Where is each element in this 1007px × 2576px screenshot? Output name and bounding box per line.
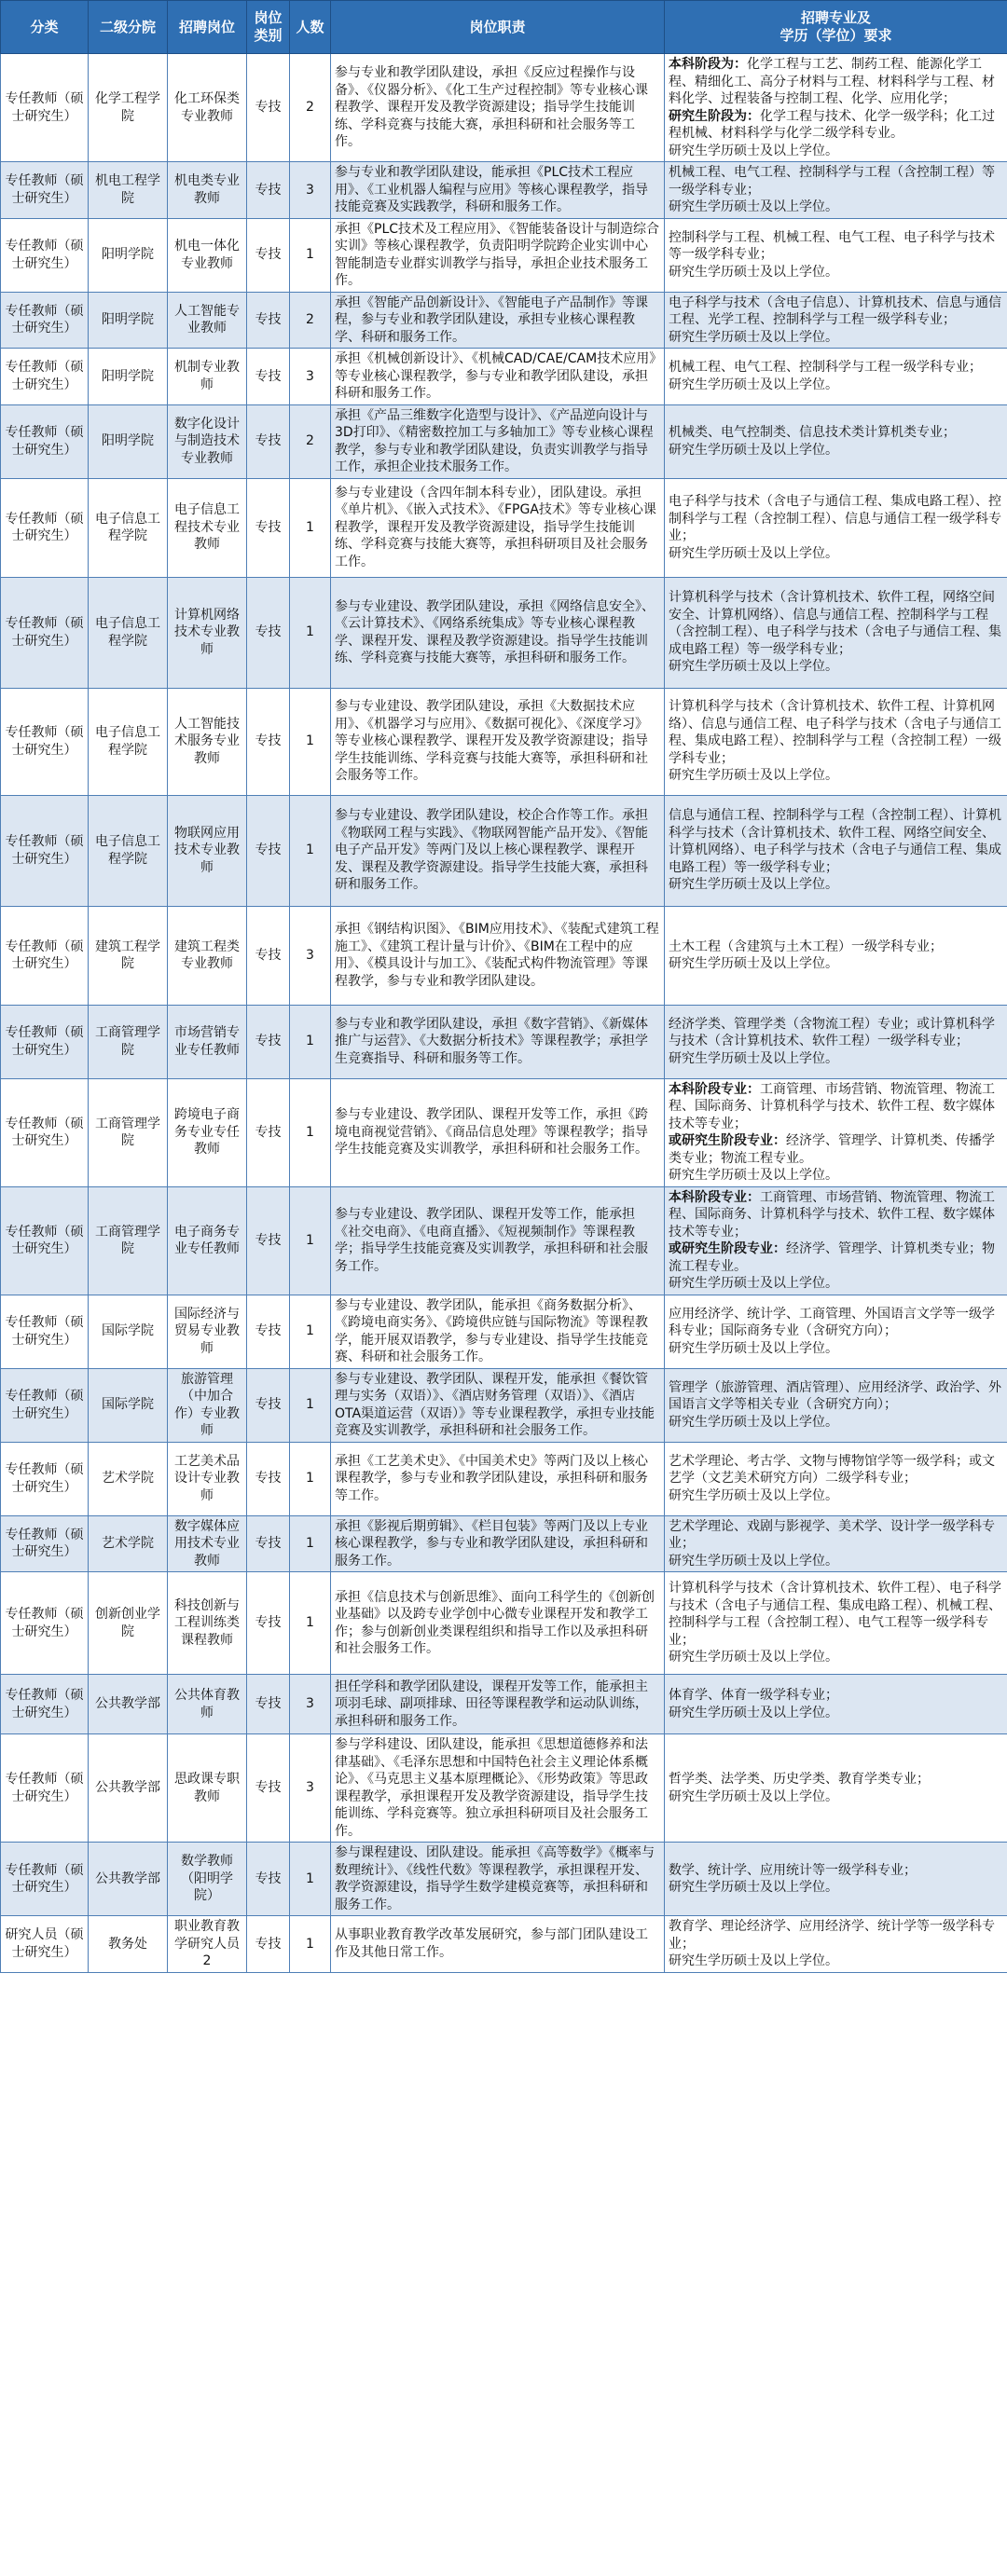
cell-duties: 从事职业教育教学改革发展研究，参与部门团队建设工作及其他日常工作。: [331, 1916, 665, 1973]
requirement-text: 研究生学历硕士及以上学位。: [669, 768, 838, 784]
cell-requirements: [665, 292, 1007, 349]
cell-post-type: 专技: [247, 577, 290, 688]
requirement-text: 应用经济学、统计学、工商管理、外国语言文学等一级学科专业；国际商务专业（含研究方向）；: [669, 1306, 995, 1339]
requirement-text: 研究生学历硕士及以上学位。: [669, 143, 838, 158]
requirement-text: 研究生学历硕士及以上学位。: [669, 877, 838, 893]
cell-count: 1: [290, 1078, 331, 1186]
requirement-line: [669, 1414, 1003, 1432]
cell-sub-college: 国际学院: [89, 1368, 168, 1442]
cell-category: 专任教师（硕士研究生）: [1, 1005, 89, 1078]
header-duties: 岗位职责: [331, 1, 665, 54]
requirement-text: 电子科学与技术（含电子与通信工程、集成电路工程）、控制科学与工程（含控制工程）、信息与通信工程一级学科专业；: [669, 494, 1001, 543]
cell-position: 职业教育教学研究人员2: [168, 1916, 247, 1973]
cell-requirements: [665, 218, 1007, 292]
cell-sub-college: 电子信息工程学院: [89, 478, 168, 577]
cell-post-type: 专技: [247, 404, 290, 478]
table-row: [1, 1186, 1007, 1295]
requirement-text: 研究生学历硕士及以上学位。: [669, 1953, 838, 1968]
header-sub-college: 二级分院: [89, 1, 168, 54]
cell-sub-college: 机电工程学院: [89, 162, 168, 219]
cell-category: 专任教师（硕士研究生）: [1, 1843, 89, 1916]
cell-duties: 参与专业和教学团队建设，承担《数字营销》、《新媒体推广与运营》、《大数据分析技术》等课程教学；承担学生竞赛指导、科研和服务等工作。: [331, 1005, 665, 1078]
header-requirements-line2: 学历（学位）要求: [779, 27, 892, 44]
table-row: [1, 1368, 1007, 1442]
cell-category: 专任教师（硕士研究生）: [1, 218, 89, 292]
header-requirements: [665, 1, 1007, 54]
requirement-text: 研究生学历硕士及以上学位。: [669, 199, 838, 214]
requirement-line: [669, 698, 1003, 767]
table-row: [1, 54, 1007, 162]
table-row: [1, 1843, 1007, 1916]
requirement-line: [669, 1705, 1003, 1722]
cell-duties: 参与专业和教学团队建设，能承担《PLC技术工程应用》、《工业机器人编程与应用》等核心课程教学，指导技能竞赛及实践教学，科研和服务工作。: [331, 162, 665, 219]
requirement-line: [669, 1081, 1003, 1133]
requirement-line: [669, 1132, 1003, 1167]
table-row: [1, 1572, 1007, 1675]
requirement-text: 信息与通信工程、控制科学与工程（含控制工程）、计算机科学与技术（含计算机技术、软件工程、网络空间安全、计算机网络）、电子科学与技术（含电子与通信工程、集成电路工程）等一级学科专业；: [669, 808, 1001, 875]
requirement-text: 研究生学历硕士及以上学位。: [669, 264, 838, 280]
cell-sub-college: 阳明学院: [89, 292, 168, 349]
requirement-text: 化学工程与工艺、制药工程、能源化学工程、精细化工、高分子材料与工程、材料科学与工程、材料化学、过程装备与控制工程、化学、应用化学；: [669, 57, 995, 106]
cell-sub-college: 公共教学部: [89, 1734, 168, 1843]
cell-post-type: 专技: [247, 218, 290, 292]
requirement-line: [669, 1275, 1003, 1293]
requirement-line: [669, 493, 1003, 545]
cell-sub-college: 艺术学院: [89, 1442, 168, 1515]
requirement-text: 计算机科学与技术（含计算机技术、软件工程）、电子科学与技术（含电子与通信工程、集成电路工程）、机械工程、控制科学与工程（含控制工程）、电气工程等一级学科专业；: [669, 1581, 1001, 1648]
requirement-text: 计算机科学与技术（含计算机技术、软件工程、计算机网络）、信息与通信工程、电子科学与技术（含电子与通信工程、集成电路工程）、控制科学与工程（含控制工程）一级学科专业；: [669, 699, 1001, 766]
requirement-line: [669, 876, 1003, 894]
table-row: [1, 1078, 1007, 1186]
requirement-line: [669, 1340, 1003, 1358]
requirement-text: 机械工程、电气工程、控制科学与工程一级学科专业；: [669, 360, 982, 376]
cell-count: 3: [290, 349, 331, 405]
cell-duties: 参与专业建设、教学团队建设，承担《网络信息安全》、《云计算技术》、《网络系统集成》等专业核心课程教学、课程开发、课程及教学资源建设。指导学生技能训练、学科竞赛与技能大赛等，承担科研和服务工作。: [331, 577, 665, 688]
cell-position: 物联网应用技术专业教师: [168, 795, 247, 906]
table-row: [1, 688, 1007, 795]
table-row: [1, 349, 1007, 405]
cell-duties: 参与学科建设、团队建设，能承担《思想道德修养和法律基础》、《毛泽东思想和中国特色社会主义理论体系概论》、《马克思主义基本原理概论》、《形势政策》等思政课程教学，承担课程开发及教学资源建设，指导学生技能训练、学科竞赛等。独立承担科研项目及社会服务工作。: [331, 1734, 665, 1843]
requirement-text: 研究生学历硕士及以上学位。: [669, 329, 838, 345]
requirement-line: [669, 199, 1003, 216]
cell-sub-college: 工商管理学院: [89, 1078, 168, 1186]
cell-count: 2: [290, 54, 331, 162]
requirement-line: [669, 424, 1003, 442]
cell-category: 专任教师（硕士研究生）: [1, 906, 89, 1005]
requirement-text: 数学、统计学、应用统计等一级学科专业；: [669, 1862, 917, 1878]
cell-count: 1: [290, 1843, 331, 1916]
cell-duties: 参与专业建设（含四年制本科专业），团队建设。承担《单片机》、《嵌入式技术》、《FPGA技术》等专业核心课程教学，课程开发及教学资源建设，指导学生技能训练、学科竞赛与技能大赛等，承担科研项目及社会服务工作。: [331, 478, 665, 577]
cell-sub-college: 工商管理学院: [89, 1005, 168, 1078]
cell-post-type: 专技: [247, 478, 290, 577]
cell-duties: 承担《智能产品创新设计》、《智能电子产品制作》等课程，参与专业和教学团队建设，承担专业核心课程教学、科研和服务工作。: [331, 292, 665, 349]
cell-duties: 承担《信息技术与创新思维》、面向工科学生的《创新创业基础》以及跨专业学创中心微专业课程开发和教学工作；参与创新创业类课程组织和指导工作以及承担科研和社会服务工作。: [331, 1572, 665, 1675]
cell-count: 1: [290, 1916, 331, 1973]
cell-category: 专任教师（硕士研究生）: [1, 404, 89, 478]
requirement-text: 研究生学历硕士及以上学位。: [669, 1050, 838, 1066]
requirement-text: 计算机科学与技术（含计算机技术、软件工程，网络空间安全、计算机网络）、信息与通信工程、控制科学与工程（含控制工程）、电子科学与技术（含电子与通信工程、集成电路工程）等一级学科专业；: [669, 590, 1001, 657]
cell-post-type: 专技: [247, 1005, 290, 1078]
requirement-text: 研究生学历硕士及以上学位。: [669, 1487, 838, 1503]
cell-requirements: [665, 1515, 1007, 1572]
cell-duties: 参与专业建设、教学团队、课程开发等工作，承担《跨境电商视觉营销》、《商品信息处理》等课程教学；指导学生技能竞赛及实训教学，承担科研和社会服务工作。: [331, 1078, 665, 1186]
cell-duties: 参与专业建设、教学团队，能承担《商务数据分析》、《跨境电商实务》、《跨境供应链与国际物流》等课程教学，能开展双语教学，参与专业建设、指导学生技能竞赛、科研和社会服务工作。: [331, 1295, 665, 1368]
requirement-text: 工商管理、市场营销、物流管理、物流工程、国际商务、计算机科学与技术、软件工程、数字媒体技术等专业；: [669, 1081, 995, 1131]
cell-category: 专任教师（硕士研究生）: [1, 1186, 89, 1295]
cell-category: 专任教师（硕士研究生）: [1, 54, 89, 162]
requirement-text: 化学工程与技术、化学一级学科；化工过程机械、材料科学与化学二级学科专业。: [669, 108, 995, 141]
cell-position: 化工环保类专业教师: [168, 54, 247, 162]
table-row: [1, 795, 1007, 906]
cell-sub-college: 教务处: [89, 1916, 168, 1973]
table-row: [1, 1916, 1007, 1973]
cell-post-type: 专技: [247, 1078, 290, 1186]
requirement-line: [669, 329, 1003, 347]
cell-category: 专任教师（硕士研究生）: [1, 1078, 89, 1186]
requirement-line: [669, 1580, 1003, 1649]
requirement-text: 控制科学与工程、机械工程、电气工程、电子科学与技术等一级学科专业；: [669, 229, 995, 263]
cell-sub-college: 阳明学院: [89, 404, 168, 478]
cell-sub-college: 电子信息工程学院: [89, 795, 168, 906]
requirement-line: [669, 295, 1003, 329]
cell-position: 科技创新与工程训练类课程教师: [168, 1572, 247, 1675]
requirement-line: [669, 56, 1003, 108]
requirement-line: [669, 1879, 1003, 1897]
requirement-line: [669, 1771, 1003, 1788]
cell-post-type: 专技: [247, 1675, 290, 1734]
cell-category: 专任教师（硕士研究生）: [1, 478, 89, 577]
requirement-line: [669, 164, 1003, 199]
requirement-text: 工商管理、市场营销、物流管理、物流工程、国际商务、计算机科学与技术、软件工程、数字媒体技术等专业；: [669, 1189, 995, 1240]
requirement-text: 艺术学理论、考古学、文物与博物馆学等一级学科；或文艺学（文艺美术研究方向）二级学科专业；: [669, 1453, 995, 1487]
table-row: [1, 1734, 1007, 1843]
cell-sub-college: 建筑工程学院: [89, 906, 168, 1005]
cell-position: 建筑工程类专业教师: [168, 906, 247, 1005]
cell-post-type: 专技: [247, 1916, 290, 1973]
requirement-text: 土木工程（含建筑与土木工程）一级学科专业；: [669, 939, 943, 954]
table-row: [1, 218, 1007, 292]
requirement-line: [669, 1016, 1003, 1050]
cell-duties: 承担《产品三维数字化造型与设计》、《产品逆向设计与3D打印》、《精密数控加工与多轴加工》等专业核心课程教学，参与专业和教学团队建设，负责实训教学与指导工作，承担企业技术服务工作。: [331, 404, 665, 478]
requirement-text: 机械类、电气控制类、信息技术类计算机类专业；: [669, 425, 956, 440]
requirement-text: 研究生学历硕士及以上学位。: [669, 1553, 838, 1569]
requirement-stage-label: 或研究生阶段专业：: [669, 1241, 786, 1256]
cell-post-type: 专技: [247, 349, 290, 405]
requirement-line: [669, 1687, 1003, 1705]
requirement-text: 研究生学历硕士及以上学位。: [669, 545, 838, 561]
cell-count: 1: [290, 1442, 331, 1515]
cell-position: 工艺美术品设计专业教师: [168, 1442, 247, 1515]
cell-count: 2: [290, 404, 331, 478]
cell-category: 专任教师（硕士研究生）: [1, 1572, 89, 1675]
cell-count: 1: [290, 795, 331, 906]
cell-category: 专任教师（硕士研究生）: [1, 1295, 89, 1368]
table-header-row: [1, 1, 1007, 54]
cell-post-type: 专技: [247, 688, 290, 795]
cell-duties: 参与专业建设、教学团队、课程开发等工作，能承担《社交电商》、《电商直播》、《短视频制作》等课程教学；指导学生技能竞赛及实训教学，承担科研和社会服务工作。: [331, 1186, 665, 1295]
cell-requirements: [665, 1572, 1007, 1675]
requirement-line: [669, 955, 1003, 973]
cell-category: 研究人员（硕士研究生）: [1, 1916, 89, 1973]
cell-position: 机制专业教师: [168, 349, 247, 405]
header-requirements-line1: 招聘专业及: [800, 9, 871, 26]
requirement-line: [669, 108, 1003, 143]
requirement-line: [669, 143, 1003, 160]
requirement-stage-label: 或研究生阶段专业：: [669, 1133, 786, 1148]
requirement-line: [669, 1240, 1003, 1275]
requirement-text: 研究生学历硕士及以上学位。: [669, 1705, 838, 1720]
requirement-line: [669, 1862, 1003, 1880]
table-row: [1, 1675, 1007, 1734]
cell-count: 1: [290, 1295, 331, 1368]
cell-post-type: 专技: [247, 1572, 290, 1675]
requirement-text: 管理学（旅游管理、酒店管理）、应用经济学、政治学、外国语言文学等相关专业（含研究方向）；: [669, 1379, 1001, 1413]
cell-category: 专任教师（硕士研究生）: [1, 1515, 89, 1572]
cell-position: 机电一体化专业教师: [168, 218, 247, 292]
cell-position: 数学教师（阳明学院）: [168, 1843, 247, 1916]
cell-sub-college: 国际学院: [89, 1295, 168, 1368]
cell-post-type: 专技: [247, 1368, 290, 1442]
cell-post-type: 专技: [247, 1515, 290, 1572]
requirement-text: 研究生学历硕士及以上学位。: [669, 1168, 838, 1183]
cell-category: 专任教师（硕士研究生）: [1, 577, 89, 688]
requirement-line: [669, 1553, 1003, 1570]
cell-sub-college: 电子信息工程学院: [89, 577, 168, 688]
cell-sub-college: 化学工程学院: [89, 54, 168, 162]
cell-requirements: [665, 1295, 1007, 1368]
requirement-line: [669, 1189, 1003, 1241]
cell-position: 计算机网络技术专业教师: [168, 577, 247, 688]
table-row: [1, 292, 1007, 349]
table-row: [1, 478, 1007, 577]
cell-position: 旅游管理（中加合作）专业教师: [168, 1368, 247, 1442]
cell-duties: 参与专业建设、教学团队、课程开发，能承担《餐饮管理与实务（双语）》、《酒店财务管理（双语）》、《酒店OTA渠道运营（双语）》等专业课程教学，承担专业技能竞赛及实训教学，承担科研和社会服务工作。: [331, 1368, 665, 1442]
requirement-line: [669, 1487, 1003, 1505]
cell-duties: 承担《机械创新设计》、《机械CAD/CAE/CAM技术应用》等专业核心课程教学，参与专业和教学团队建设，承担科研和服务工作。: [331, 349, 665, 405]
cell-count: 1: [290, 1572, 331, 1675]
requirement-text: 体育学、体育一级学科专业；: [669, 1688, 838, 1703]
table-row: [1, 1442, 1007, 1515]
requirement-line: [669, 767, 1003, 785]
requirement-text: 经济学类、管理学类（含物流工程）专业；或计算机科学与技术（含计算机技术、软件工程）一级学科专业；: [669, 1016, 995, 1049]
cell-duties: 承担《钢结构识图》、《BIM应用技术》、《装配式建筑工程施工》、《建筑工程计量与计价》、《BIM在工程中的应用》、《模具设计与加工》、《装配式构件物流管理》等课程教学，参与专业和教学团队建设。: [331, 906, 665, 1005]
requirement-text: 研究生学历硕士及以上学位。: [669, 442, 838, 458]
requirement-line: [669, 1050, 1003, 1068]
cell-position: 数字化设计与制造技术专业教师: [168, 404, 247, 478]
table-body: [1, 54, 1007, 1973]
requirement-line: [669, 1167, 1003, 1185]
cell-sub-college: 创新创业学院: [89, 1572, 168, 1675]
cell-count: 1: [290, 688, 331, 795]
requirement-text: 研究生学历硕士及以上学位。: [669, 1414, 838, 1430]
cell-requirements: [665, 577, 1007, 688]
requirement-text: 教育学、理论经济学、应用经济学、统计学等一级学科专业；: [669, 1919, 995, 1952]
requirement-line: [669, 807, 1003, 876]
cell-category: 专任教师（硕士研究生）: [1, 349, 89, 405]
cell-requirements: [665, 404, 1007, 478]
cell-category: 专任教师（硕士研究生）: [1, 292, 89, 349]
cell-requirements: [665, 1843, 1007, 1916]
cell-post-type: 专技: [247, 906, 290, 1005]
requirement-text: 经济学、管理学、计算机类专业；物流工程专业。: [669, 1241, 995, 1274]
requirement-line: [669, 1918, 1003, 1953]
cell-category: 专任教师（硕士研究生）: [1, 1734, 89, 1843]
cell-requirements: [665, 162, 1007, 219]
cell-category: 专任教师（硕士研究生）: [1, 162, 89, 219]
cell-post-type: 专技: [247, 54, 290, 162]
cell-requirements: [665, 478, 1007, 577]
cell-sub-college: 公共教学部: [89, 1843, 168, 1916]
cell-sub-college: 艺术学院: [89, 1515, 168, 1572]
cell-count: 1: [290, 1368, 331, 1442]
cell-count: 3: [290, 162, 331, 219]
cell-duties: 参与课程建设、团队建设。能承担《高等数学》《概率与数理统计》、《线性代数》等课程教学，承担课程开发、教学资源建设，指导学生数学建模竞赛等，承担科研和服务工作。: [331, 1843, 665, 1916]
cell-post-type: 专技: [247, 292, 290, 349]
table-row: [1, 1295, 1007, 1368]
cell-requirements: [665, 1078, 1007, 1186]
cell-count: 3: [290, 906, 331, 1005]
requirement-line: [669, 589, 1003, 658]
cell-count: 3: [290, 1734, 331, 1843]
cell-requirements: [665, 54, 1007, 162]
requirement-line: [669, 229, 1003, 264]
requirement-line: [669, 939, 1003, 956]
cell-requirements: [665, 906, 1007, 1005]
requirement-stage-label: 研究生阶段为：: [669, 108, 760, 124]
cell-duties: 参与专业和教学团队建设，承担《反应过程操作与设备》、《仪器分析》、《化工生产过程控制》等专业核心课程教学、课程开发及教学资源建设；指导学生技能训练、学科竞赛与技能大赛，承担科研和社会服务等工作。: [331, 54, 665, 162]
cell-sub-college: 电子信息工程学院: [89, 688, 168, 795]
header-post-type: 岗位类别: [247, 1, 290, 54]
cell-position: 国际经济与贸易专业教师: [168, 1295, 247, 1368]
cell-sub-college: 阳明学院: [89, 349, 168, 405]
cell-category: 专任教师（硕士研究生）: [1, 1368, 89, 1442]
cell-category: 专任教师（硕士研究生）: [1, 1675, 89, 1734]
cell-count: 1: [290, 218, 331, 292]
requirement-stage-label: 本科阶段为：: [669, 57, 747, 72]
requirement-line: [669, 1649, 1003, 1666]
cell-requirements: [665, 1005, 1007, 1078]
cell-position: 市场营销专业专任教师: [168, 1005, 247, 1078]
table-row: [1, 1515, 1007, 1572]
header-category: 分类: [1, 1, 89, 54]
cell-requirements: [665, 795, 1007, 906]
cell-duties: 担任学科和教学团队建设，课程开发等工作，能承担主项羽毛球、副项排球、田径等课程教学和运动队训练，承担科研和服务工作。: [331, 1675, 665, 1734]
cell-post-type: 专技: [247, 1843, 290, 1916]
cell-post-type: 专技: [247, 1186, 290, 1295]
cell-category: 专任教师（硕士研究生）: [1, 688, 89, 795]
cell-requirements: [665, 688, 1007, 795]
cell-sub-college: 公共教学部: [89, 1675, 168, 1734]
requirement-text: 哲学类、法学类、历史学类、教育学类专业；: [669, 1772, 930, 1787]
cell-requirements: [665, 349, 1007, 405]
cell-sub-college: 阳明学院: [89, 218, 168, 292]
requirement-line: [669, 1953, 1003, 1970]
cell-duties: 承担《影视后期剪辑》、《栏目包装》等两门及以上专业核心课程教学，参与专业和教学团队建设，承担科研和服务工作。: [331, 1515, 665, 1572]
cell-count: 1: [290, 478, 331, 577]
requirement-line: [669, 442, 1003, 459]
cell-post-type: 专技: [247, 1442, 290, 1515]
cell-count: 1: [290, 1186, 331, 1295]
requirement-text: 研究生学历硕士及以上学位。: [669, 956, 838, 971]
requirement-line: [669, 359, 1003, 377]
requirement-text: 研究生学历硕士及以上学位。: [669, 1340, 838, 1356]
header-position: 招聘岗位: [168, 1, 247, 54]
cell-duties: 参与专业建设、教学团队建设，承担《大数据技术应用》、《机器学习与应用》、《数据可视化》、《深度学习》等专业核心课程教学、课程开发及教学资源建设；指导学生技能训练、学科竞赛与技能大赛等，承担科研和社会服务等工作。: [331, 688, 665, 795]
requirement-stage-label: 本科阶段专业：: [669, 1081, 760, 1097]
requirement-line: [669, 545, 1003, 563]
requirement-text: 艺术学理论、戏剧与影视学、美术学、设计学一级学科专业；: [669, 1518, 995, 1551]
cell-count: 1: [290, 1515, 331, 1572]
requirement-line: [669, 1453, 1003, 1487]
cell-position: 电子信息工程技术专业教师: [168, 478, 247, 577]
cell-requirements: [665, 1368, 1007, 1442]
cell-position: 人工智能专业教师: [168, 292, 247, 349]
requirement-text: 研究生学历硕士及以上学位。: [669, 1880, 838, 1895]
cell-sub-college: 工商管理学院: [89, 1186, 168, 1295]
requirement-text: 机械工程、电气工程、控制科学与工程（含控制工程）等一级学科专业；: [669, 165, 995, 198]
cell-duties: 参与专业建设、教学团队建设，校企合作等工作。承担《物联网工程与实践》、《物联网智能产品开发》、《智能电子产品开发》等两门及以上核心课程教学、课程开发、课程及教学资源建设。指导学生技能大赛，承担科研和服务工作。: [331, 795, 665, 906]
cell-count: 3: [290, 1675, 331, 1734]
requirement-text: 研究生学历硕士及以上学位。: [669, 1650, 838, 1665]
cell-position: 机电类专业教师: [168, 162, 247, 219]
cell-post-type: 专技: [247, 162, 290, 219]
cell-position: 公共体育教师: [168, 1675, 247, 1734]
cell-requirements: [665, 1916, 1007, 1973]
cell-count: 1: [290, 1005, 331, 1078]
requirement-text: 研究生学历硕士及以上学位。: [669, 377, 838, 392]
cell-category: 专任教师（硕士研究生）: [1, 795, 89, 906]
cell-count: 2: [290, 292, 331, 349]
cell-duties: 承担《工艺美术史》、《中国美术史》等两门及以上核心课程教学，参与专业和教学团队建设，承担科研和服务等工作。: [331, 1442, 665, 1515]
cell-position: 人工智能技术服务专业教师: [168, 688, 247, 795]
requirement-line: [669, 1518, 1003, 1553]
cell-position: 数字媒体应用技术专业教师: [168, 1515, 247, 1572]
requirement-stage-label: 本科阶段专业：: [669, 1189, 760, 1205]
table-row: [1, 1005, 1007, 1078]
requirement-line: [669, 264, 1003, 281]
cell-position: 思政课专职教师: [168, 1734, 247, 1843]
requirement-text: 经济学、管理学、计算机类、传播学类专业；物流工程专业。: [669, 1133, 995, 1166]
requirement-line: [669, 377, 1003, 394]
cell-position: 电子商务专业专任教师: [168, 1186, 247, 1295]
cell-duties: 承担《PLC技术及工程应用》、《智能装备设计与制造综合实训》等核心课程教学，负责阳明学院跨企业实训中心智能制造专业群实训教学与指导，承担企业技术服务工作。: [331, 218, 665, 292]
table-row: [1, 404, 1007, 478]
cell-requirements: [665, 1442, 1007, 1515]
requirement-line: [669, 1788, 1003, 1806]
cell-requirements: [665, 1734, 1007, 1843]
cell-post-type: 专技: [247, 1295, 290, 1368]
requirement-line: [669, 658, 1003, 676]
cell-category: 专任教师（硕士研究生）: [1, 1442, 89, 1515]
table-row: [1, 162, 1007, 219]
cell-requirements: [665, 1186, 1007, 1295]
header-count: 人数: [290, 1, 331, 54]
cell-position: 跨境电子商务专业专任教师: [168, 1078, 247, 1186]
requirement-text: 研究生学历硕士及以上学位。: [669, 1788, 838, 1804]
requirement-line: [669, 1379, 1003, 1414]
cell-count: 1: [290, 577, 331, 688]
requirement-text: 研究生学历硕士及以上学位。: [669, 1276, 838, 1291]
requirement-text: 电子科学与技术（含电子信息）、计算机技术、信息与通信工程、光学工程、控制科学与工程一级学科专业；: [669, 295, 1001, 327]
table-row: [1, 906, 1007, 1005]
requirement-line: [669, 1306, 1003, 1340]
cell-requirements: [665, 1675, 1007, 1734]
cell-post-type: 专技: [247, 795, 290, 906]
cell-post-type: 专技: [247, 1734, 290, 1843]
requirement-text: 研究生学历硕士及以上学位。: [669, 659, 838, 675]
table-row: [1, 577, 1007, 688]
